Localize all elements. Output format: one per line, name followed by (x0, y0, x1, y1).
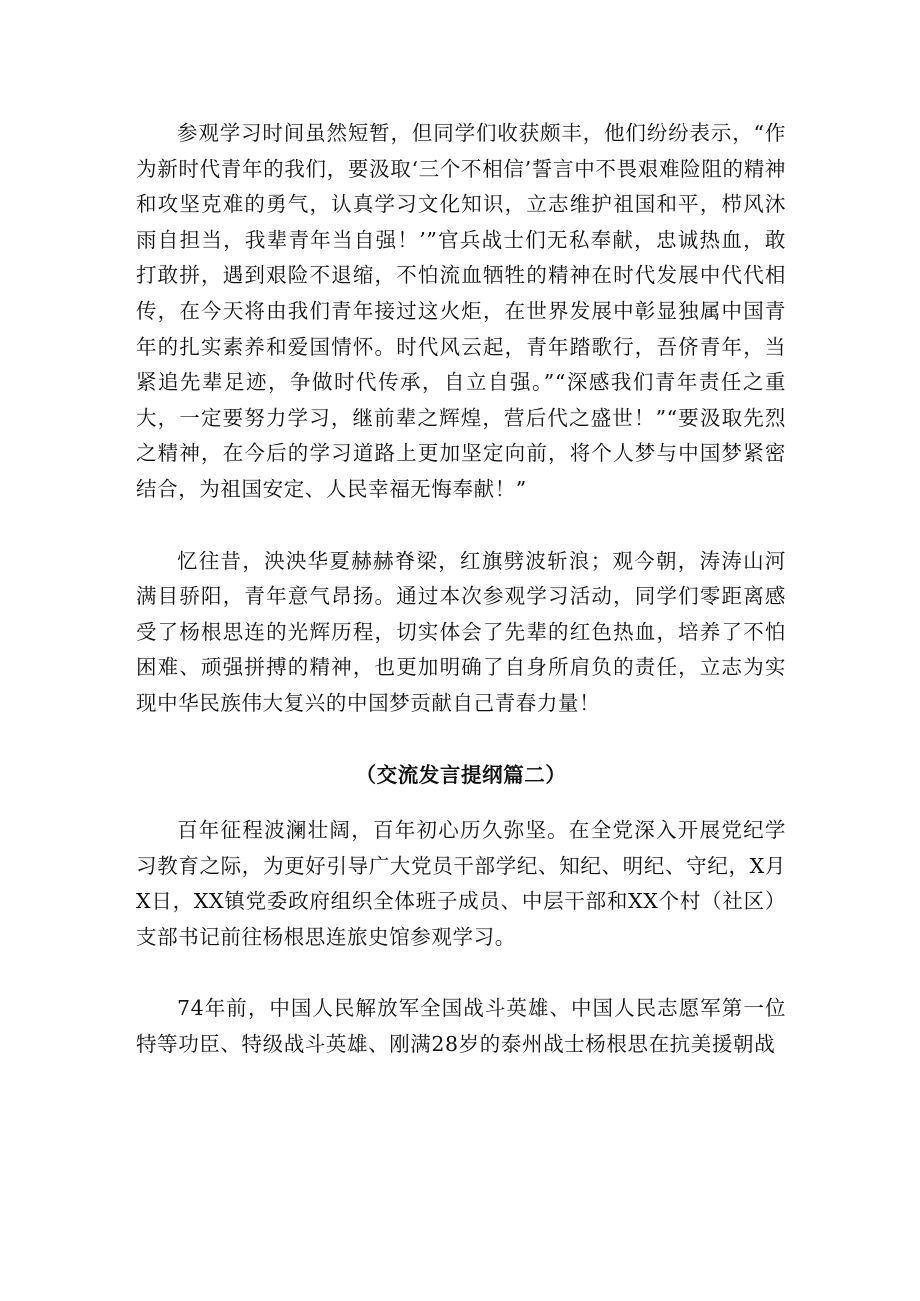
section-heading: （交流发言提纲篇二） (355, 762, 567, 787)
document-body (136, 116, 786, 1063)
paragraph-1: 参观学习时间虽然短暂，但同学们收获颇丰，他们纷纷表示，“作为新时代青年的我们，要汲取‘三个不相信’誓言中不畏艰难险阻的精神和攻坚克难的勇气，认真学习文化知识，立志维护祖国和平，栉风沐雨自担当，我辈青年当自强！’”官兵战士们无私奉献，忠诚热血，敢打敢拼，遇到艰险不退缩，不怕流血牺牲的精神在时代发展中代代相传，在今天将由我们青年接过这火炬，在世界发展中彰显独属中国青年的扎实素养和爱国情怀。时代风云起，青年踏歌行，吾侪青年，当紧追先辈足迹，争做时代传承，自立自强。”“深感我们青年责任之重大，一定要努力学习，继前辈之辉煌，营后代之盛世！”“要汲取先烈之精神，在今后的学习道路上更加坚定向前，将个人梦与中国梦紧密结合，为祖国安定、人民幸福无悔奉献！” (136, 121, 786, 501)
paragraph-4: 74年前，中国人民解放军全国战斗英雄、中国人民志愿军第一位特等功臣、特级战斗英雄、刚满28岁的泰州战士杨根思在抗美援朝战 (136, 996, 786, 1057)
paragraph-2: 忆往昔，泱泱华夏赫赫脊梁，红旗劈波斩浪；观今朝，涛涛山河满目骄阳，青年意气昂扬。通过本次参观学习活动，同学们零距离感受了杨根思连的光辉历程，切实体会了先辈的红色热血，培养了不怕困难、顽强拼搏的精神，也更加明确了自身所肩负的责任，立志为实现中华民族伟大复兴的中国梦贡献自己青春力量！ (136, 548, 786, 715)
paragraph-3: 百年征程波澜壮阔，百年初心历久弥坚。在全党深入开展党纪学习教育之际，为更好引导广大党员干部学纪、知纪、明纪、守纪，X月X日，XX镇党委政府组织全体班子成员、中层干部和XX个村（社区）支部书记前往杨根思连旅史馆参观学习。 (136, 818, 786, 949)
